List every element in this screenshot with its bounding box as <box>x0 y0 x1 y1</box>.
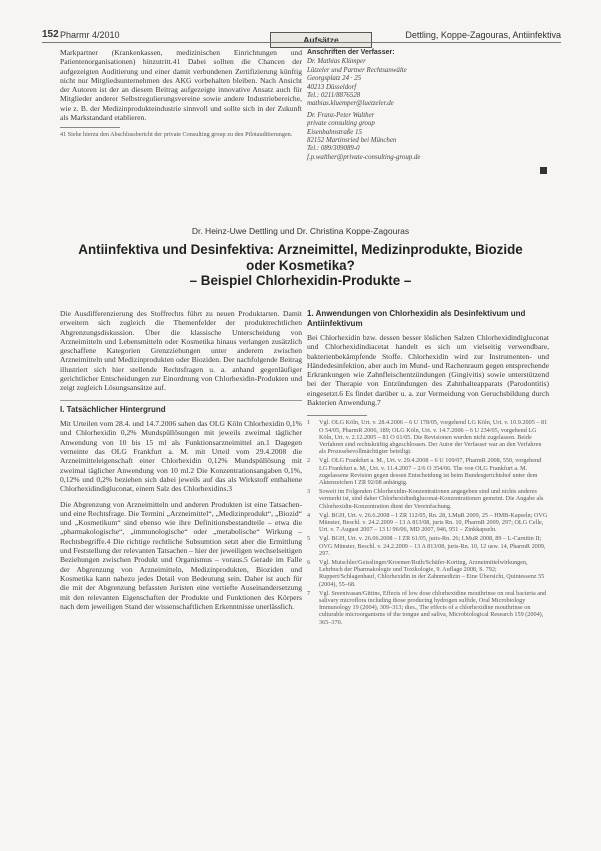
address-line: Tel.: 0211/8876528 <box>307 91 361 99</box>
footnote: 6 Vgl. Mutschler/Geisslinger/Kroemer/Ruth/Schäfer-Korting, Arzneimittelwirkungen, Lehrbuch der Pharmakologie und Toxikologie, 9. Auflage 2008, S. 792; Ruppert/Schlagenhauf, Chlorhexidin in der Zahnmedizin – Eine Übersicht, Quintessenz 55 (2004), 55–68. <box>307 559 545 588</box>
body-paragraph: Die Abgrenzung von Arzneimitteln und anderen Produkten ist eine Tatsachen- und eine Rechtsfrage. Die Termini „Arzneimittel“, „Medizinprodukt“, „Biozid“ und „Kosmetikum“ sind ebenso wie ihre Definitionsbestandteile – etwa die „pharmakologische“, „immunologische“ oder „metabolische“ Wirkung – Rechtsbegriffe.4 Die richtige rechtliche Subsumtion setzt aber die Ermittlung und Feststellung der relevanten Tatsachen – hier der jeweiligen wechselseitigen Beziehungen zwischen Produkt und Organismus – voraus.5 Gerade im Falle der Abgrenzung von Arzneimitteln, Medizinprodukten, Bioziden und Kosmetika kann nahezu jedes Detail von Bedeutung sein. Daher ist auch für die mit der Abgrenzung befassten Juristen eine vertiefte Auseinandersetzung mit den relevanten Eigenschaften der Produkte und Funktionen des Körpers nach dem jeweiligen Stand der wissenschaftlichen Erkenntnisse unerlässlich. <box>60 499 302 611</box>
previous-article-column <box>60 48 302 139</box>
right-column <box>307 309 549 628</box>
article-authors: Dr. Heinz-Uwe Dettling und Dr. Christina Koppe-Zagouras <box>191 226 410 236</box>
address-line: 82152 Martinsried bei München <box>307 136 397 144</box>
footnote: 1 Vgl. OLG Köln, Urt. v. 28.4.2006 – 6 U 178/05, vorgehend LG Köln, Urt. v. 10.9.2005 – 81 O 54/05, PharmR 2006, 189; OLG Köln, Urt. v. 14.7.2006 – 6 U 234/05, vorgehend LG Köln, Urt. v. 2.12.2005 – 81 O 61/05. Die Revisionen wurden nicht zugelassen. Beide Verfahren sind rechtskräftig abgeschlossen. Der Autor der Verfasser war an den Verfahren als Prozessbevollmächtigter beteiligt. <box>307 419 548 456</box>
address-line: Tel.: 089/309089-0 <box>307 145 360 153</box>
body-paragraph: Bei Chlorhexidin bzw. dessen besser löslichen Salzen Chlorhexidindigluconat und Chlorhexidindiacetat handelt es sich um vielseitig verwendbare, bakterienbekämpfende Stoffe. Chlorhexidin wird zur Instrumenten- und Händedesinfektion, aber auch im Mund- und Rachenraum gegen entsprechende Erkrankungen wie Zahnfleischentzündungen (Gingivitis) sowie unterstützend bei der Therapie von Entzündungen des Zahnhalteapparats (Parodontitis) eingesetzt.6 Es findet darüber u. a. zur Vermeidung von Geruchsbildung durch Bakterien Anwendung.7 <box>307 333 549 408</box>
footnote: 4 Vgl. BGH, Urt. v. 26.6.2008 – I ZR 112/05, Rn. 28, LMuR 2009, 25 – HMB-Kapseln; OVG Münster, Beschl. v. 24.2.2009 – 13 A 813/08, juris Rn. 10, PharmR 2009, 297; OLG Celle, Urt. v. 7.August 2007 – 13 U 96/06, MD 2007, 946, 951 – Zinkkapseln. <box>307 511 548 534</box>
address-line: mathias.kluemper@luetzeler.de <box>307 100 394 108</box>
address-line: Lützeler und Partner Rechtsanwälte <box>307 66 407 74</box>
address-line: Georgsplatz 24 · 25 <box>307 75 362 83</box>
footnote-rule <box>60 127 120 128</box>
title-line: oder Kosmetika? <box>246 257 355 273</box>
address-line: private consulting group <box>307 120 375 128</box>
address-line: f.p.walther@private-consulting-group.de <box>307 153 421 161</box>
section-rule <box>60 400 302 401</box>
address-line: Dr. Mathias Klümper <box>307 58 366 66</box>
article-title <box>60 242 541 289</box>
address-line: Dr. Franz-Peter Walther <box>307 111 375 119</box>
address-line: 40213 Düsseldorf <box>307 83 357 91</box>
section-heading: 1. Anwendungen von Chlorhexidin als Desinfektivum und Antiinfektivum <box>307 309 526 328</box>
running-head: Dettling, Koppe-Zagouras, Antiinfektiva <box>405 30 561 40</box>
footnote-rule <box>307 415 367 416</box>
header-rule <box>42 42 561 43</box>
abstract-paragraph: Die Ausdifferenzierung des Stoffrechts führt zu neuen Produktarten. Damit erweitern sich zugleich die Themenfelder der produktrechtlichen Abgrenzungsdiskussion. Über die klassische Unterscheidung von Arzneimitteln und Lebensmitteln oder Kosmetika hinaus verlangen zusätzlich geschaffene Kategorien Grenzziehungen unter anderem zwischen Arzneimitteln und Medizinprodukten oder Bioziden. Der nachfolgende Beitrag illustriert sich hier stellende Rechtsfragen u. a. anhand gegenläufiger gerichtlicher Entscheidungen zur Einordnung von Chlorhexidin-Produkten und zeigt zugleich Lösungsansätze auf. <box>60 309 302 393</box>
author-addresses <box>307 48 547 162</box>
body-paragraph: Mit Urteilen vom 28.4. und 14.7.2006 sahen das OLG Köln Chlorhexidin 0,1% und Chlorhexidin 0,2% Mundspüllösungen mit jeweils zweimal täglicher Anwendung von 10 bis 15 ml als Funktionsarzneimittel an.1 Dagegen verneinte das OLG Frankfurt a. M. mit Urteil vom 29.4.2008 die Arzneimitteleigenschaft einer Chlorhexidin 0,12% Mundspüllösung mit zweimal täglicher Anwendung von 10 ml.2 Die Konzentrationsangaben 0,1%, 0,12% und 0,2% beziehen sich dabei jeweils auf das als Wirkstoff enthaltene Chlorhexidindigluconat, einem Salz des Chlorhexidins.3 <box>60 419 302 494</box>
continuation-paragraph: Markpartner (Krankenkassen, medizinischen Einrichtungen und Patientenorganisationen) hinzutritt.41 Dabei sollten die Chancen der aufgezeigten Auditierung und einer damit verbundenen Zertifizierung künftig nicht nur Mitgliedsunternehmen des AKG vorbehalten bleiben. Nach Ansicht der Autoren ist der an diesem Beitrag aufgezeigte innovative Ansatz auch für Mitglieder anderer Selbstregulierungsvereine sowie andere Industriebereiche, wie z. B. der Medizinprodukteindustrie sinnvoll und sollte sich in der Zukunft als Markstandard etablieren. <box>60 48 302 123</box>
footnote: 5 Vgl. BGH, Urt. v. 26.06.2008 – I ZR 61/05, juris-Rn. 26; LMuR 2008, 89 – L-Carnitin II; OVG Münster, Beschl. v. 24.2.2009 – 13 A 813/08, juris-Rn. 10, 12 usw. 14, PharmR 2009, 297. <box>307 535 546 557</box>
address-2 <box>307 112 547 162</box>
left-column <box>60 309 302 611</box>
end-of-article-mark <box>540 167 547 174</box>
footnote-list <box>307 419 549 625</box>
footnote: 3 Soweit im Folgenden Chlorhexidin-Konzentrationen angegeben sind und nichts anderes vermerkt ist, sind daher Chlorhexidindigluconat-Konzentrationen gemeint. Die Angabe als Chlorhexidin-Konzentration dient der Vereinfachung. <box>307 488 544 510</box>
section-heading: I. Tatsächlicher Hintergrund <box>60 404 166 414</box>
page-number: 152 <box>42 29 59 40</box>
footnote: 7 Vgl. Sreenivasan/Gittins, Effects of low dose chlorhexidine mouthrinse on oral bacteria and salivary microflora including those producing hydrogen sulfide, Oral Microbiology Immunology 19 (2004), 309–313; dies., The effects of a chlorhexidine mouthrinse on culturable microorganisms of the tongue and saliva, Microbiological Research 159 (2004), 365–370. <box>307 589 547 626</box>
addresses-title: Anschriften der Verfasser: <box>307 49 395 56</box>
title-line: – Beispiel Chlorhexidin-Produkte – <box>189 273 412 288</box>
footnote-41: 41 Siehe hierzu den Abschlussbericht der private Consulting group zu den Pilotauditierungen. <box>60 131 293 139</box>
journal-name: Pharmr 4/2010 <box>60 30 120 40</box>
section-label: Aufsätze <box>270 32 372 48</box>
title-line: Antiinfektiva und Desinfektiva: Arzneimittel, Medizinprodukte, Biozide <box>78 242 523 257</box>
address-1 <box>307 58 547 108</box>
footnote: 2 Vgl. OLG Frankfurt a. M., Urt. v. 29.4.2008 – 6 U 109/07, PharmR 2008, 550, vorgehend LG Frankfurt a. M., Urt. v. 11.4.2007 – 2/6 O 354/06. The von OLG Frankfurt a. M. zugelassene Revision gegen dessen Entscheidung ist beim Bundesgerichtshof unter dem Aktenzeichen I ZR 92/08 anhängig. <box>307 457 542 486</box>
address-line: Eisenbahnstraße 15 <box>307 128 362 136</box>
